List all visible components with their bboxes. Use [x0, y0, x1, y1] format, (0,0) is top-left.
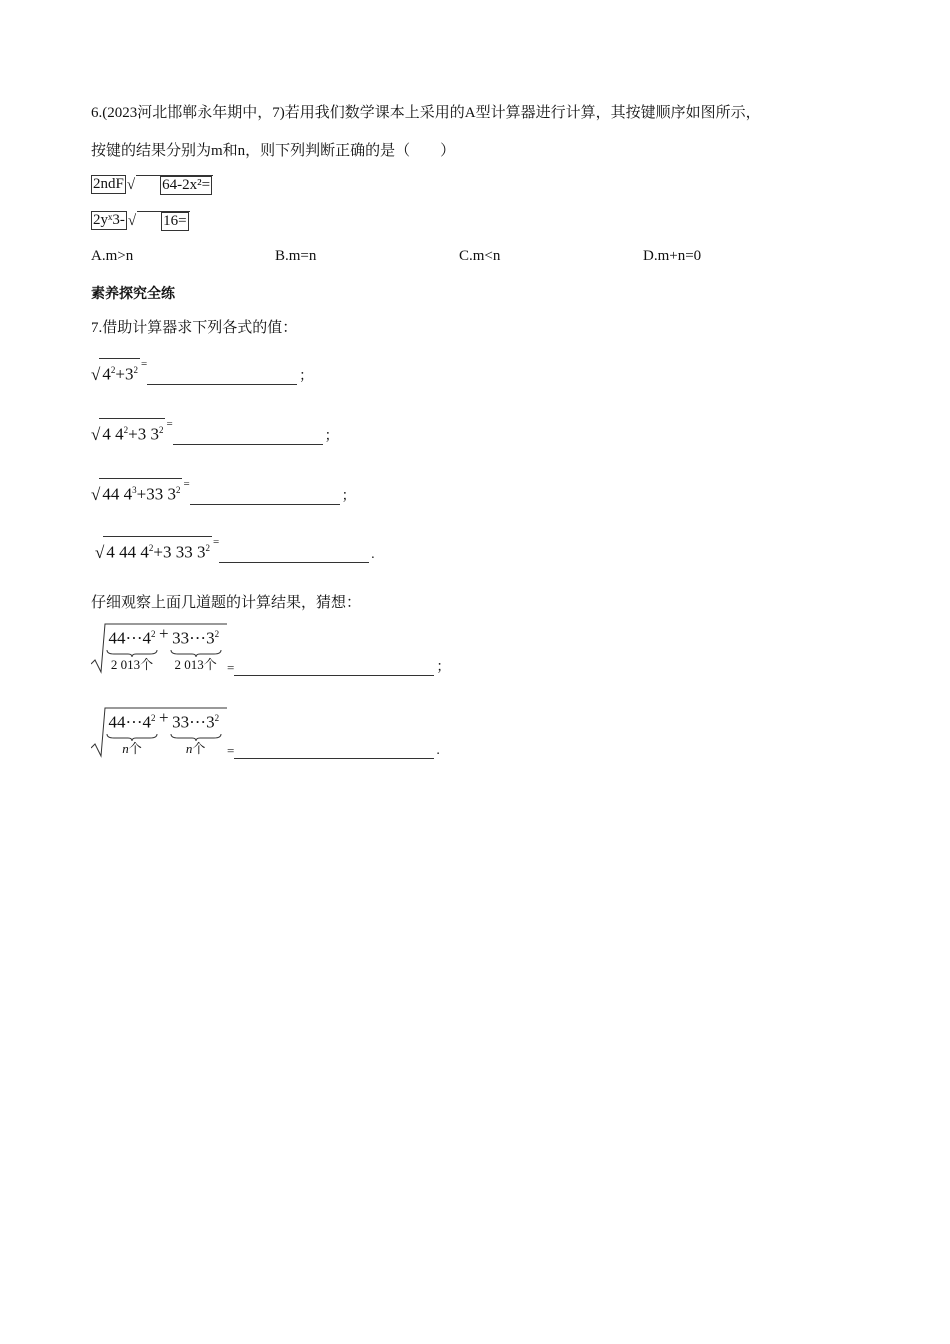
section-title: 素养探究全练: [91, 286, 175, 302]
q6-text-line2: 按键的结果分别为m和n，则下列判断正确的是（ ）: [91, 143, 456, 159]
q7-expr1: √ $4^2+3^2$ = ；: [91, 358, 314, 384]
term-fours: $44\cdot\cdot\cdot 4^2$ n个: [106, 708, 158, 757]
radicand: $4^2+3^2$: [99, 358, 140, 385]
answer-blank-2[interactable]: [173, 426, 323, 445]
sqrt-icon: √: [91, 484, 101, 504]
q7-intro: 7.借助计算器求下列各式的值：: [91, 320, 298, 336]
answer-blank-3[interactable]: [190, 486, 340, 505]
term-fours: $44\cdot\cdot\cdot 4^2$ 2 013个: [106, 624, 158, 673]
sqrt-icon: √: [91, 364, 101, 384]
q7-expr3: √ 44 $4^3+33$ $3^2$ = ；: [91, 478, 356, 504]
brace-icon: [170, 733, 222, 741]
sqrt-icon: √: [95, 542, 105, 562]
guess-blank-1[interactable]: [234, 657, 434, 676]
sqrt-icon: √: [91, 424, 101, 444]
radicand: 4 44 $4^2+3$ 33 $3^2$: [103, 536, 212, 563]
q7-expr4: √ 4 44 $4^2+3$ 33 $3^2$ = .: [95, 536, 375, 562]
key-2ndf: 2ndF: [93, 176, 124, 192]
term-threes: $33\cdot\cdot\cdot 3^2$ 2 013个: [170, 624, 222, 673]
q6-keys-row2: [91, 210, 190, 231]
q7-expr2: √ 4 $4^2+3$ $3^2$ = ；: [91, 418, 339, 444]
radicand: 4 $4^2+3$ $3^2$: [99, 418, 165, 445]
guess-intro: 仔细观察上面几道题的计算结果，猜想：: [91, 595, 362, 611]
key-2yx3: 2yˣ3-: [93, 212, 125, 228]
brace-icon: [106, 733, 158, 741]
brace-icon: [106, 649, 158, 657]
answer-blank-1[interactable]: [147, 366, 297, 385]
key-radicand: [136, 175, 213, 195]
q6-text-line1: 6.(2023河北邯郸永年期中，7)若用我们数学课本上采用的A型计算器进行计算，其按键顺序如图所示，: [91, 105, 761, 121]
term-threes: $33\cdot\cdot\cdot 3^2$ n个: [170, 708, 222, 757]
option-d: D.m+n=0: [643, 248, 702, 264]
option-c: C.m<n: [459, 248, 501, 264]
answer-blank-4[interactable]: [219, 544, 369, 563]
guess-blank-2[interactable]: [234, 740, 434, 759]
option-a: A.m>n: [91, 248, 134, 264]
sqrt-key-icon: √: [126, 176, 136, 193]
key-sequence: 64-2x²=: [162, 176, 211, 193]
option-b: B.m=n: [275, 248, 317, 264]
key-radicand: [137, 211, 189, 231]
key-sequence: 16=: [163, 212, 187, 229]
sqrt-key-icon: √: [127, 212, 137, 229]
radicand: 44 $4^3+33$ $3^2$: [99, 478, 182, 505]
q6-keys-row1: [91, 174, 213, 195]
brace-icon: [170, 649, 222, 657]
